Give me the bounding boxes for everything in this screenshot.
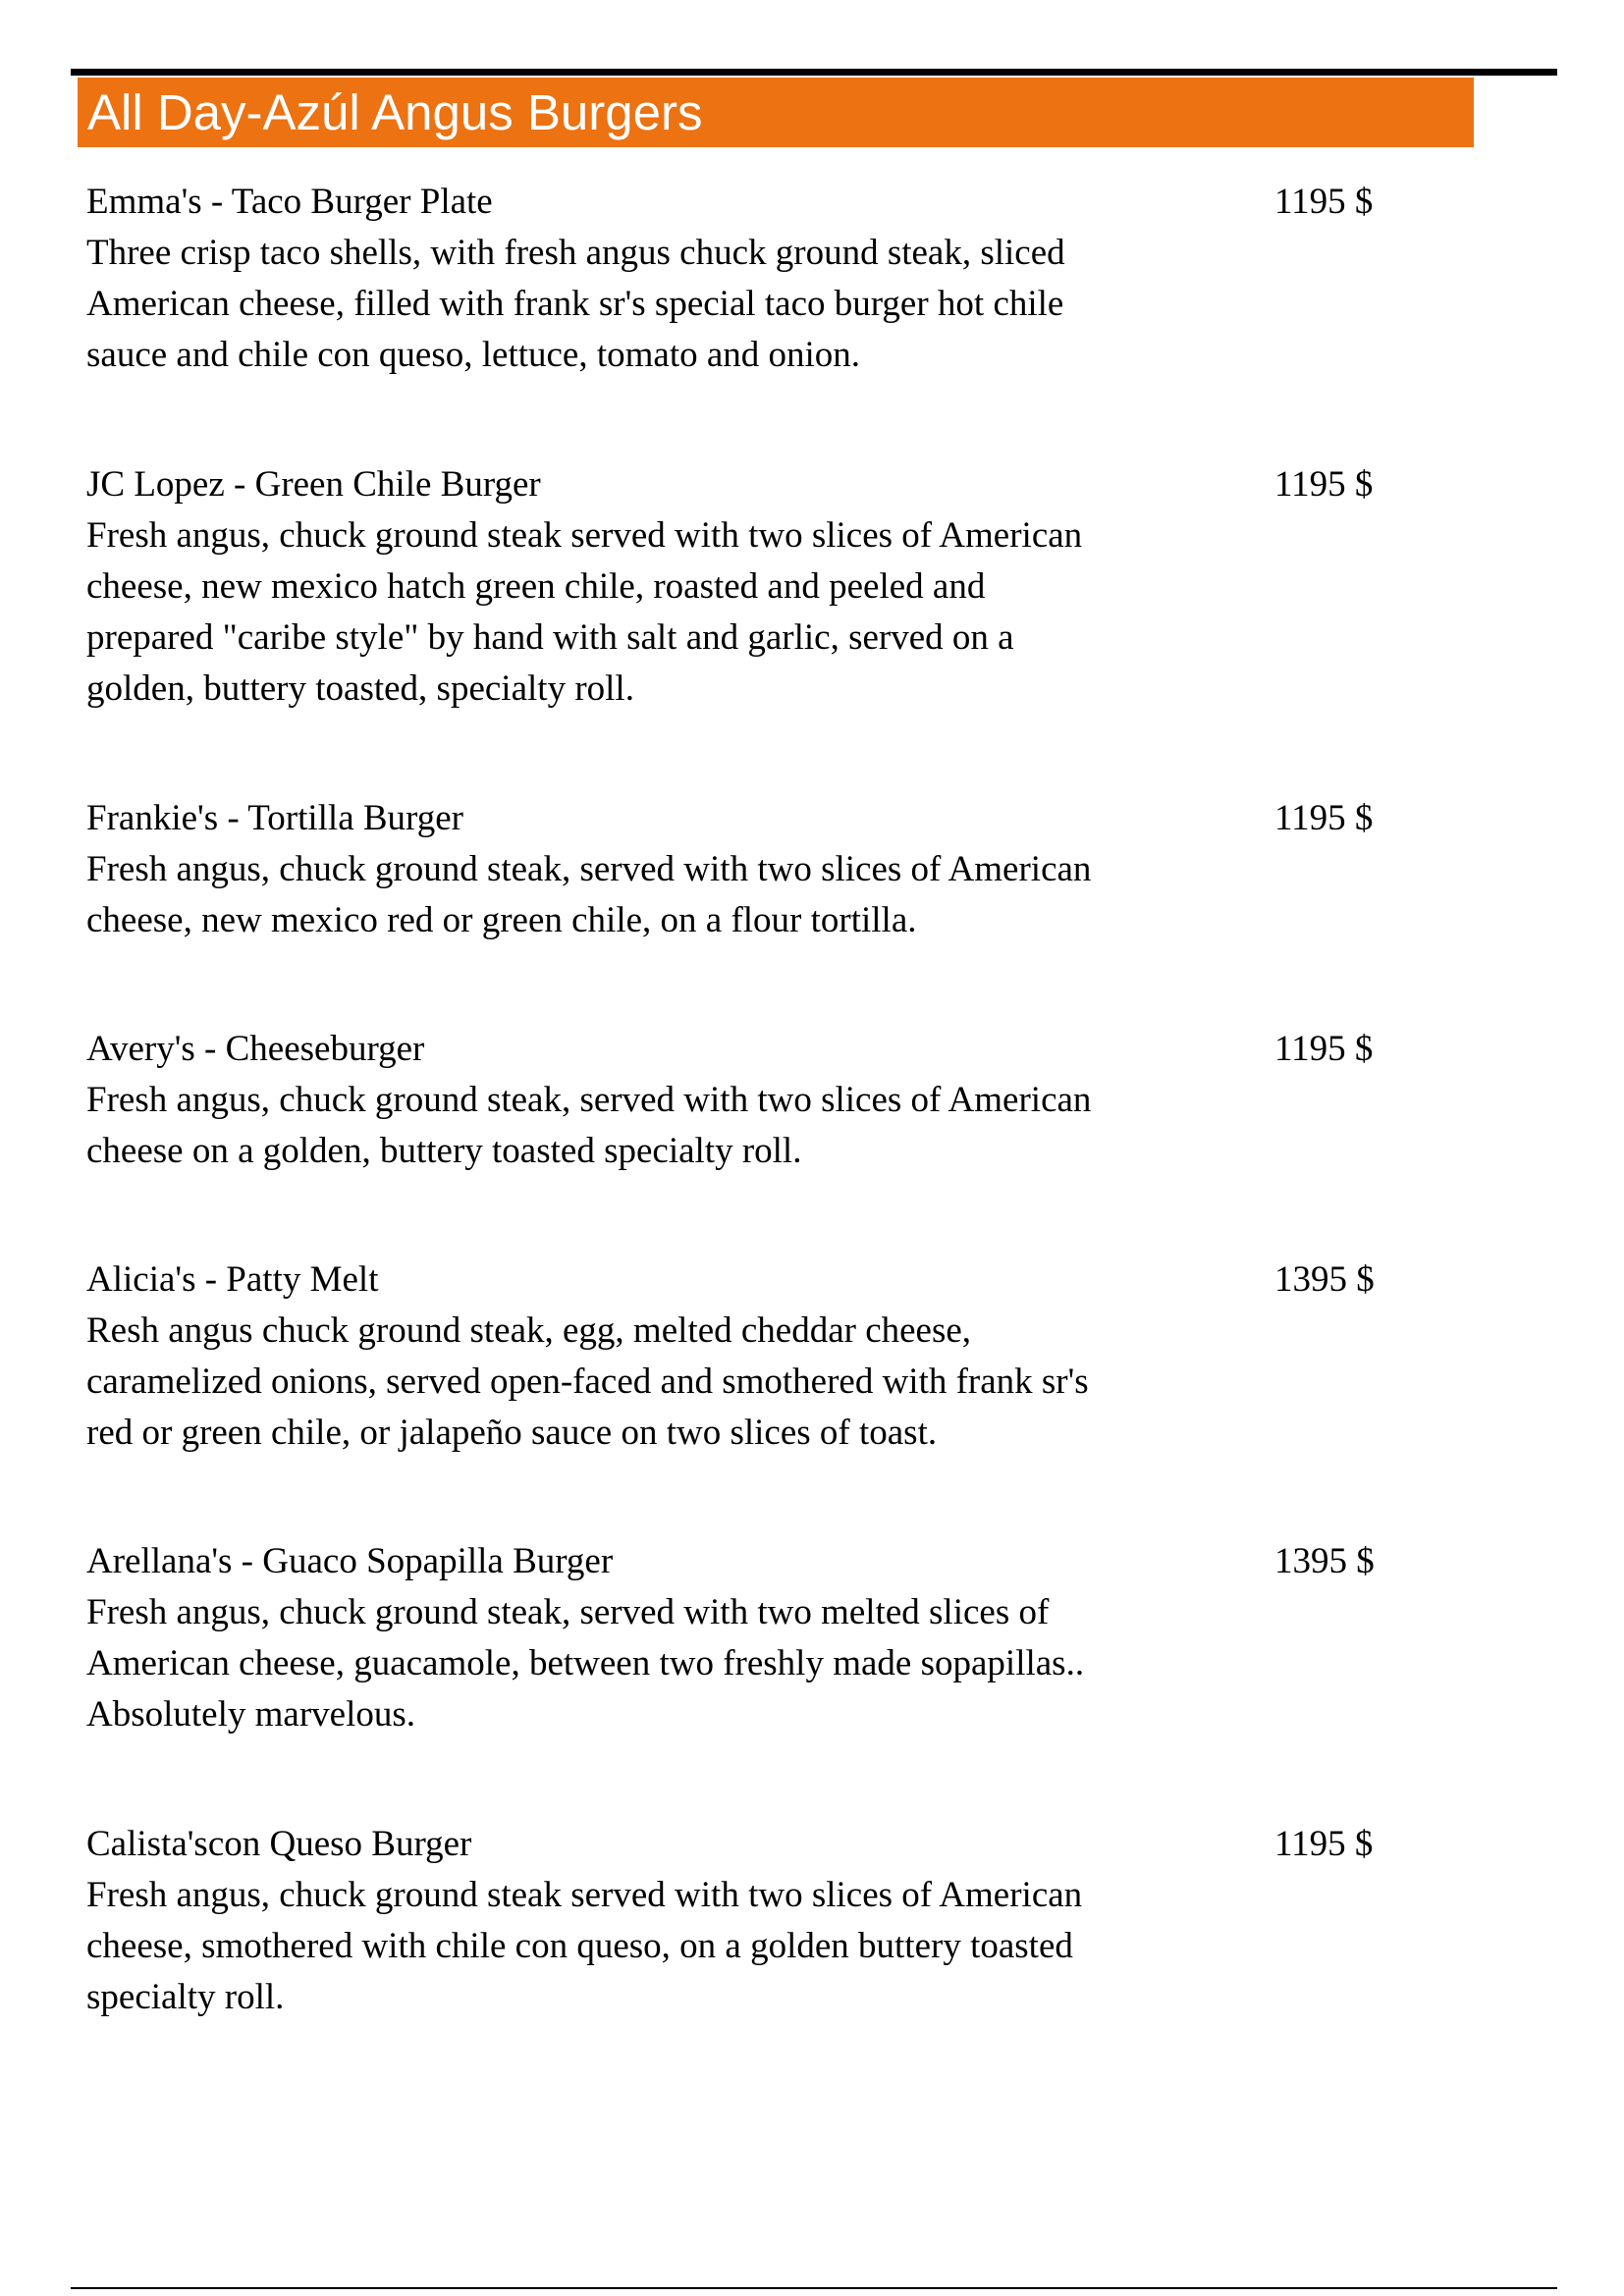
item-name: JC Lopez - Green Chile Burger [86, 464, 541, 505]
item-description-line: cheese on a golden, buttery toasted specialty roll. [86, 1131, 802, 1171]
item-description-line: Fresh angus, chuck ground steak, served with two slices of American [86, 849, 1092, 889]
menu-item [86, 1536, 1441, 1740]
item-description-line: prepared "caribe style" by hand with salt and garlic, served on a [86, 617, 1014, 658]
menu-item [86, 1024, 1441, 1177]
item-description-line: golden, buttery toasted, specialty roll. [86, 668, 634, 709]
item-description-line: specialty roll. [86, 1977, 285, 2017]
item-description-line: cheese, smothered with chile con queso, on a golden buttery toasted [86, 1926, 1073, 1966]
item-description-line: Fresh angus, chuck ground steak served with two slices of American [86, 515, 1083, 556]
item-description-line: Resh angus chuck ground steak, egg, melted cheddar cheese, [86, 1310, 972, 1351]
menu-item [86, 1819, 1441, 2023]
item-description-line: Three crisp taco shells, with fresh angus chuck ground steak, sliced [86, 233, 1065, 273]
item-description-line: cheese, new mexico hatch green chile, roasted and peeled and [86, 566, 986, 607]
item-price: 1195 $ [1274, 464, 1374, 505]
item-price: 1395 $ [1274, 1259, 1375, 1300]
item-name: Alicia's - Patty Melt [86, 1259, 379, 1300]
item-name: Calista'scon Queso Burger [86, 1824, 472, 1864]
item-price: 1195 $ [1274, 182, 1374, 222]
menu-item [86, 1255, 1441, 1459]
item-description-line: red or green chile, or jalapeño sauce on two slices of toast. [86, 1413, 938, 1453]
section-header [78, 78, 1474, 147]
menu-item [86, 177, 1441, 381]
section-title: All Day-Azúl Angus Burgers [87, 84, 703, 140]
item-description-line: American cheese, filled with frank sr's special taco burger hot chile [86, 284, 1064, 324]
item-price: 1195 $ [1274, 798, 1374, 838]
item-price: 1195 $ [1274, 1824, 1374, 1864]
item-description-line: sauce and chile con queso, lettuce, tomato and onion. [86, 335, 861, 375]
item-name: Emma's - Taco Burger Plate [86, 182, 493, 222]
menu-item [86, 793, 1441, 946]
item-price: 1395 $ [1274, 1541, 1375, 1581]
top-rule [71, 69, 1557, 76]
item-name: Arellana's - Guaco Sopapilla Burger [86, 1541, 614, 1581]
item-description-line: Fresh angus, chuck ground steak served with two slices of American [86, 1875, 1083, 1915]
item-name: Avery's - Cheeseburger [86, 1029, 425, 1069]
item-description-line: caramelized onions, served open-faced and smothered with frank sr's [86, 1362, 1089, 1402]
bottom-rule [71, 2287, 1557, 2289]
item-description-line: Absolutely marvelous. [86, 1694, 416, 1735]
item-description-line: Fresh angus, chuck ground steak, served with two slices of American [86, 1080, 1092, 1120]
item-description-line: cheese, new mexico red or green chile, on a flour tortilla. [86, 900, 917, 940]
item-name: Frankie's - Tortilla Burger [86, 798, 463, 838]
item-description-line: Fresh angus, chuck ground steak, served with two melted slices of [86, 1592, 1050, 1632]
item-price: 1195 $ [1274, 1029, 1374, 1069]
menu-item [86, 459, 1441, 715]
item-description-line: American cheese, guacamole, between two freshly made sopapillas.. [86, 1643, 1085, 1683]
